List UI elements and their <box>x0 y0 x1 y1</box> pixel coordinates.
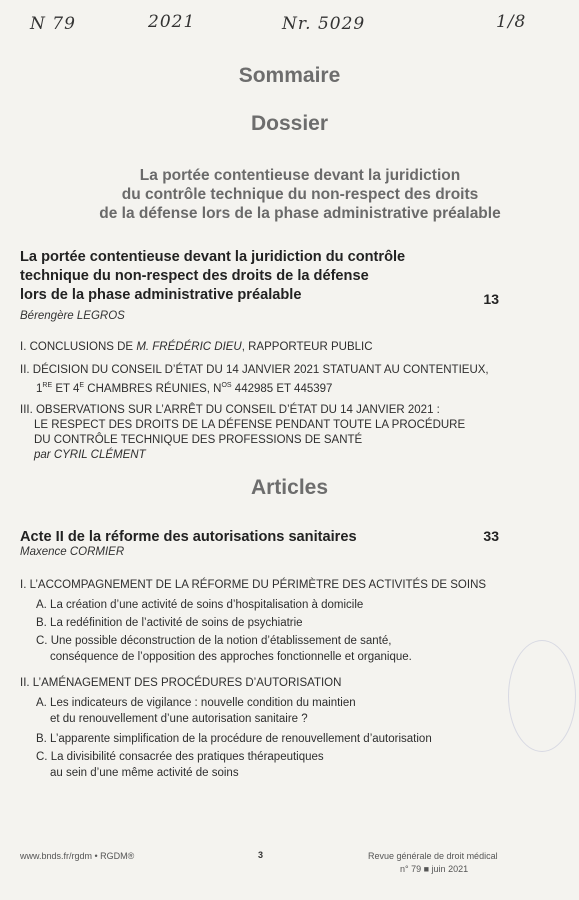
footer-journal: Revue générale de droit médical <box>368 851 498 861</box>
page-title: Sommaire <box>238 64 341 87</box>
toc-subsection: B. La redéfinition de l’activité de soins de psychiatrie <box>36 617 303 629</box>
toc-subsection: conséquence de l’opposition des approches fonctionnelle et organique. <box>50 651 412 663</box>
dossier-theme-title <box>40 166 560 223</box>
footer-page-number: 3 <box>258 850 264 860</box>
stamp <box>508 640 576 752</box>
articles-heading: Articles <box>250 476 329 499</box>
toc-subsection: au sein d’une même activité de soins <box>50 767 239 779</box>
toc-line: DU CONTRÔLE TECHNIQUE DES PROFESSIONS DE SANTÉ <box>34 434 363 446</box>
article-title <box>20 248 490 305</box>
toc-superscript: RE <box>42 382 53 389</box>
toc-superscript: E <box>79 382 85 389</box>
handwritten-fraction: 1/8 <box>496 12 527 32</box>
toc-subsection: B. L’apparente simplification de la procédure de renouvellement d’autorisation <box>36 733 432 745</box>
footer-issue: n° 79 ■ juin 2021 <box>400 864 469 874</box>
toc-subsection: et du renouvellement d’une autorisation sanitaire ? <box>50 713 308 725</box>
footer-website: www.bnds.fr/rgdm • RGDM® <box>20 851 135 861</box>
toc-line: III. OBSERVATIONS SUR L’ARRÊT DU CONSEIL D’ÉTAT DU 14 JANVIER 2021 : <box>20 404 440 416</box>
handwritten-number: N 79 <box>30 14 76 34</box>
toc-byline: par CYRIL CLÉMENT <box>34 449 146 461</box>
dossier-theme-line: de la défense lors de la phase administrative préalable <box>99 205 501 222</box>
toc-subsection: A. Les indicateurs de vigilance : nouvelle condition du maintien <box>36 697 356 709</box>
article-author: Maxence CORMIER <box>20 546 125 558</box>
article-page-number: 13 <box>483 291 499 307</box>
article-page-number: 33 <box>483 528 499 544</box>
toc-subsection: C. Une possible déconstruction de la notion d’établissement de santé, <box>36 635 392 647</box>
dossier-theme-line: La portée contentieuse devant la juridiction <box>139 167 461 184</box>
handwritten-year: 2021 <box>148 12 196 32</box>
toc-text: CHAMBRES RÉUNIES, N <box>84 382 222 395</box>
toc-item <box>20 363 489 397</box>
toc-subsection: A. La création d’une activité de soins d’hospitalisation à domicile <box>36 599 364 611</box>
article-title: Acte II de la réforme des autorisations sanitaires <box>20 529 357 545</box>
toc-emphasis: M. FRÉDÉRIC DIEU <box>136 341 242 353</box>
toc-subsection: C. La divisibilité consacrée des pratiques thérapeutiques <box>36 751 324 763</box>
toc-section: II. L’AMÉNAGEMENT DES PROCÉDURES D’AUTORISATION <box>20 677 342 689</box>
toc-text: ET 4 <box>52 382 80 395</box>
toc-line: LE RESPECT DES DROITS DE LA DÉFENSE PENDANT TOUTE LA PROCÉDURE <box>34 419 466 431</box>
toc-item <box>20 403 465 463</box>
article-author: Bérengère LEGROS <box>20 310 125 322</box>
toc-line <box>20 378 489 397</box>
dossier-heading: Dossier <box>250 112 329 135</box>
toc-item <box>20 340 373 355</box>
toc-text: I. CONCLUSIONS DE <box>20 341 137 353</box>
toc-text: 1 <box>36 382 43 395</box>
article-title-line: La portée contentieuse devant la juridiction du contrôle <box>20 249 406 265</box>
dossier-theme-line: du contrôle technique du non-respect des droits <box>121 186 479 203</box>
toc-text: 442985 ET 445397 <box>231 382 333 395</box>
toc-line: II. DÉCISION DU CONSEIL D’ÉTAT DU 14 JANVIER 2021 STATUANT AU CONTENTIEUX, <box>20 364 489 376</box>
handwritten-reference: Nr. 5029 <box>282 14 366 34</box>
article-title-line: lors de la phase administrative préalable <box>20 287 302 303</box>
toc-section: I. L’ACCOMPAGNEMENT DE LA RÉFORME DU PÉRIMÈTRE DES ACTIVITÉS DE SOINS <box>20 579 487 591</box>
toc-text: , RAPPORTEUR PUBLIC <box>241 341 373 353</box>
article-title-line: technique du non-respect des droits de la défense <box>20 268 369 284</box>
toc-superscript: OS <box>221 382 232 389</box>
